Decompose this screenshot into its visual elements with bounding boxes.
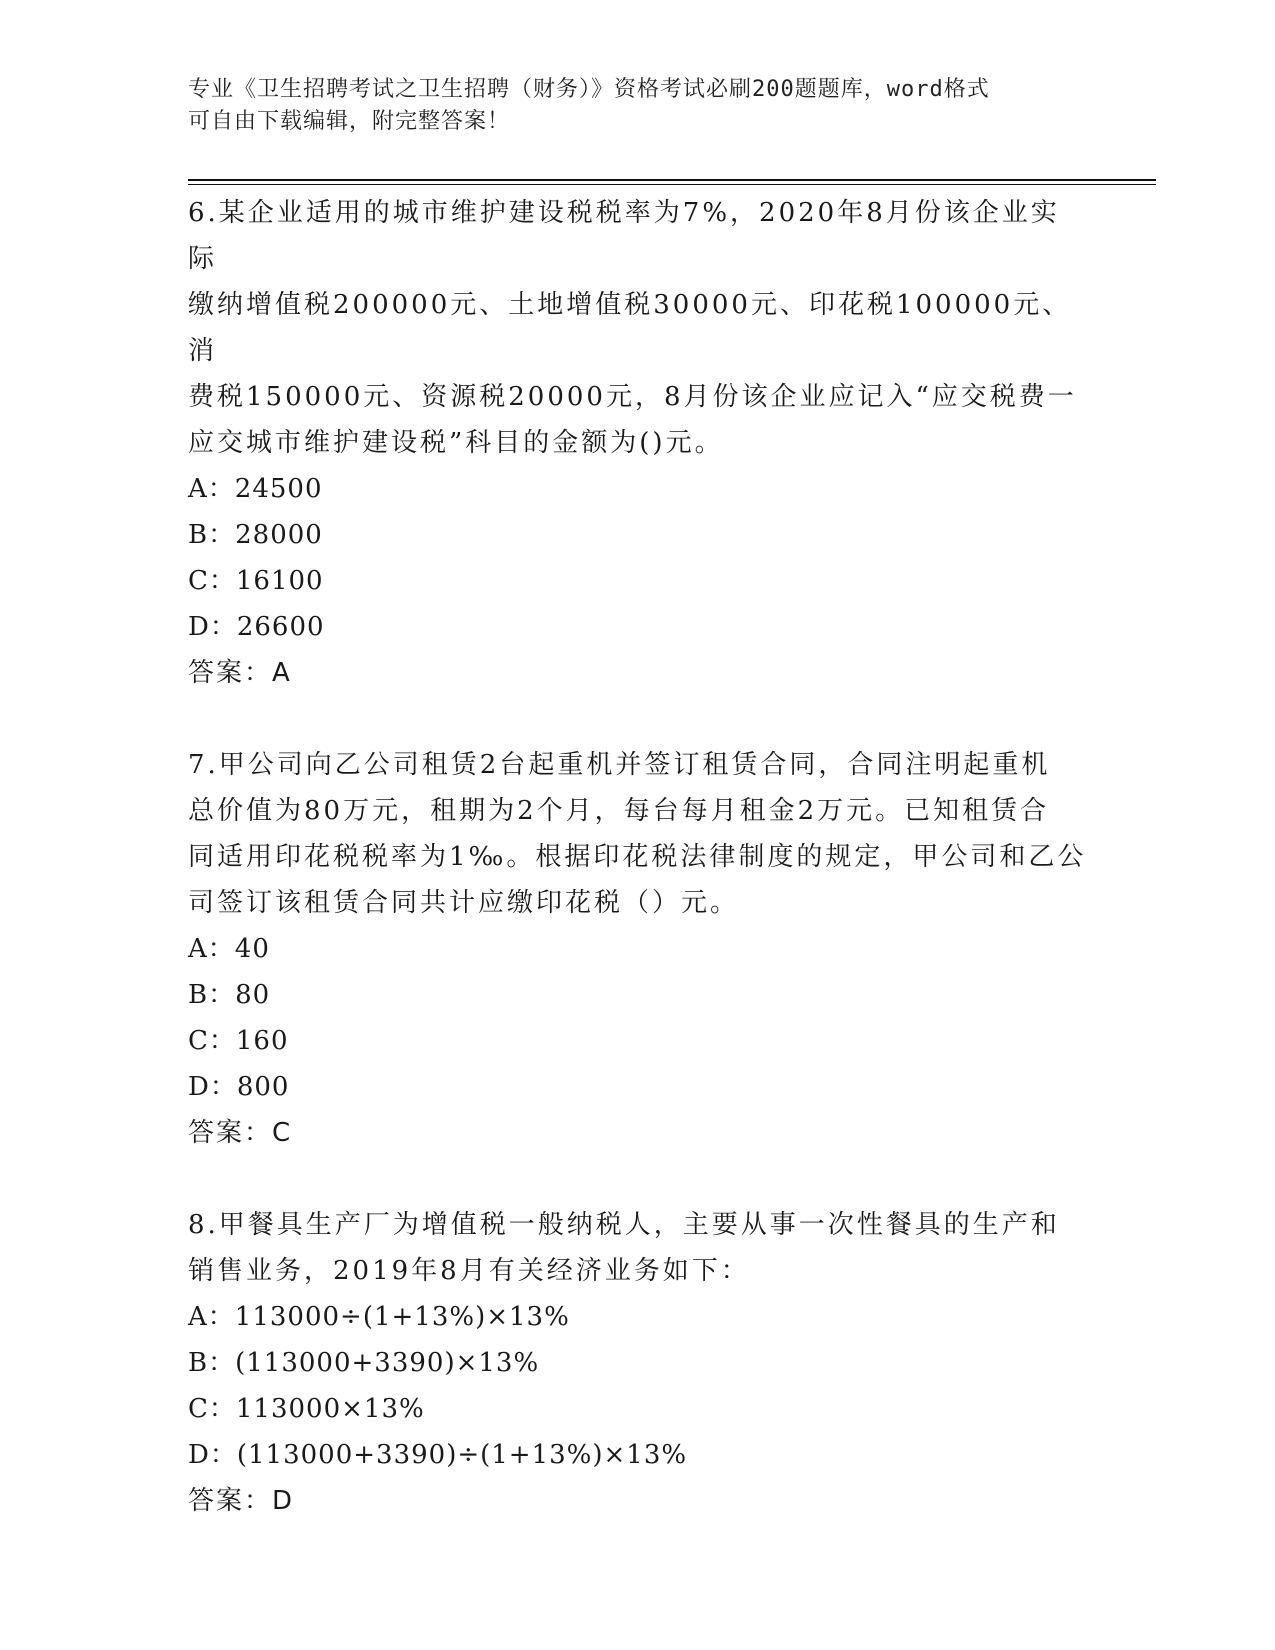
option-d: D：(113000+3390)÷(1+13%)×13% [188, 1440, 688, 1470]
option-c: C：113000×13% [188, 1394, 425, 1424]
option-b: B：(113000+3390)×13% [188, 1348, 540, 1378]
question-line: 7.甲公司向乙公司租赁2台起重机并签订租赁合同，合同注明起重机 [188, 750, 1051, 780]
question-line: 销售业务，2019年8月有关经济业务如下： [188, 1256, 750, 1286]
question-line: 同适用印花税税率为1‰。根据印花税法律制度的规定，甲公司和乙公 [188, 842, 1087, 872]
question-8 [188, 1202, 1088, 1524]
option-a: A：24500 [188, 474, 323, 504]
header-rule-thick [188, 179, 1156, 181]
question-line: 费税150000元、资源税20000元，8月份该企业应记入“应交税费一 [188, 382, 1077, 412]
option-a: A：113000÷(1+13%)×13% [188, 1302, 570, 1332]
option-c: C：160 [188, 1026, 289, 1056]
question-line: 总价值为80万元，租期为2个月，每台每月租金2万元。已知租赁合 [188, 796, 1050, 826]
question-line: 6.某企业适用的城市维护建设税税率为7%，2020年8月份该企业实际 [188, 198, 1060, 274]
question-line: 应交城市维护建设税”科目的金额为()元。 [188, 428, 724, 458]
header-rule-thin [188, 184, 1156, 185]
option-d: D：800 [188, 1072, 290, 1102]
question-6 [188, 190, 1088, 696]
option-c: C：16100 [188, 566, 324, 596]
question-line: 司签订该租赁合同共计应缴印花税（）元。 [188, 888, 740, 918]
option-b: B：80 [188, 980, 271, 1010]
question-line: 缴纳增值税200000元、土地增值税30000元、印花税100000元、消 [188, 290, 1072, 366]
question-spacer [188, 1156, 1088, 1202]
header-line-2: 可自由下载编辑，附完整答案！ [188, 109, 511, 134]
question-line: 8.甲餐具生产厂为增值税一般纳税人，主要从事一次性餐具的生产和 [188, 1210, 1060, 1240]
question-7 [188, 742, 1088, 1156]
question-spacer [188, 696, 1088, 742]
header-line-1: 专业《卫生招聘考试之卫生招聘（财务）》资格考试必刷200题题库，word格式 [188, 77, 990, 102]
document-header [188, 74, 1068, 138]
option-b: B：28000 [188, 520, 323, 550]
answer-label: 答案：D [188, 1486, 295, 1516]
answer-label: 答案：C [188, 1118, 293, 1148]
option-d: D：26600 [188, 612, 325, 642]
question-list [188, 190, 1088, 1524]
answer-label: 答案：A [188, 658, 292, 688]
option-a: A：40 [188, 934, 270, 964]
